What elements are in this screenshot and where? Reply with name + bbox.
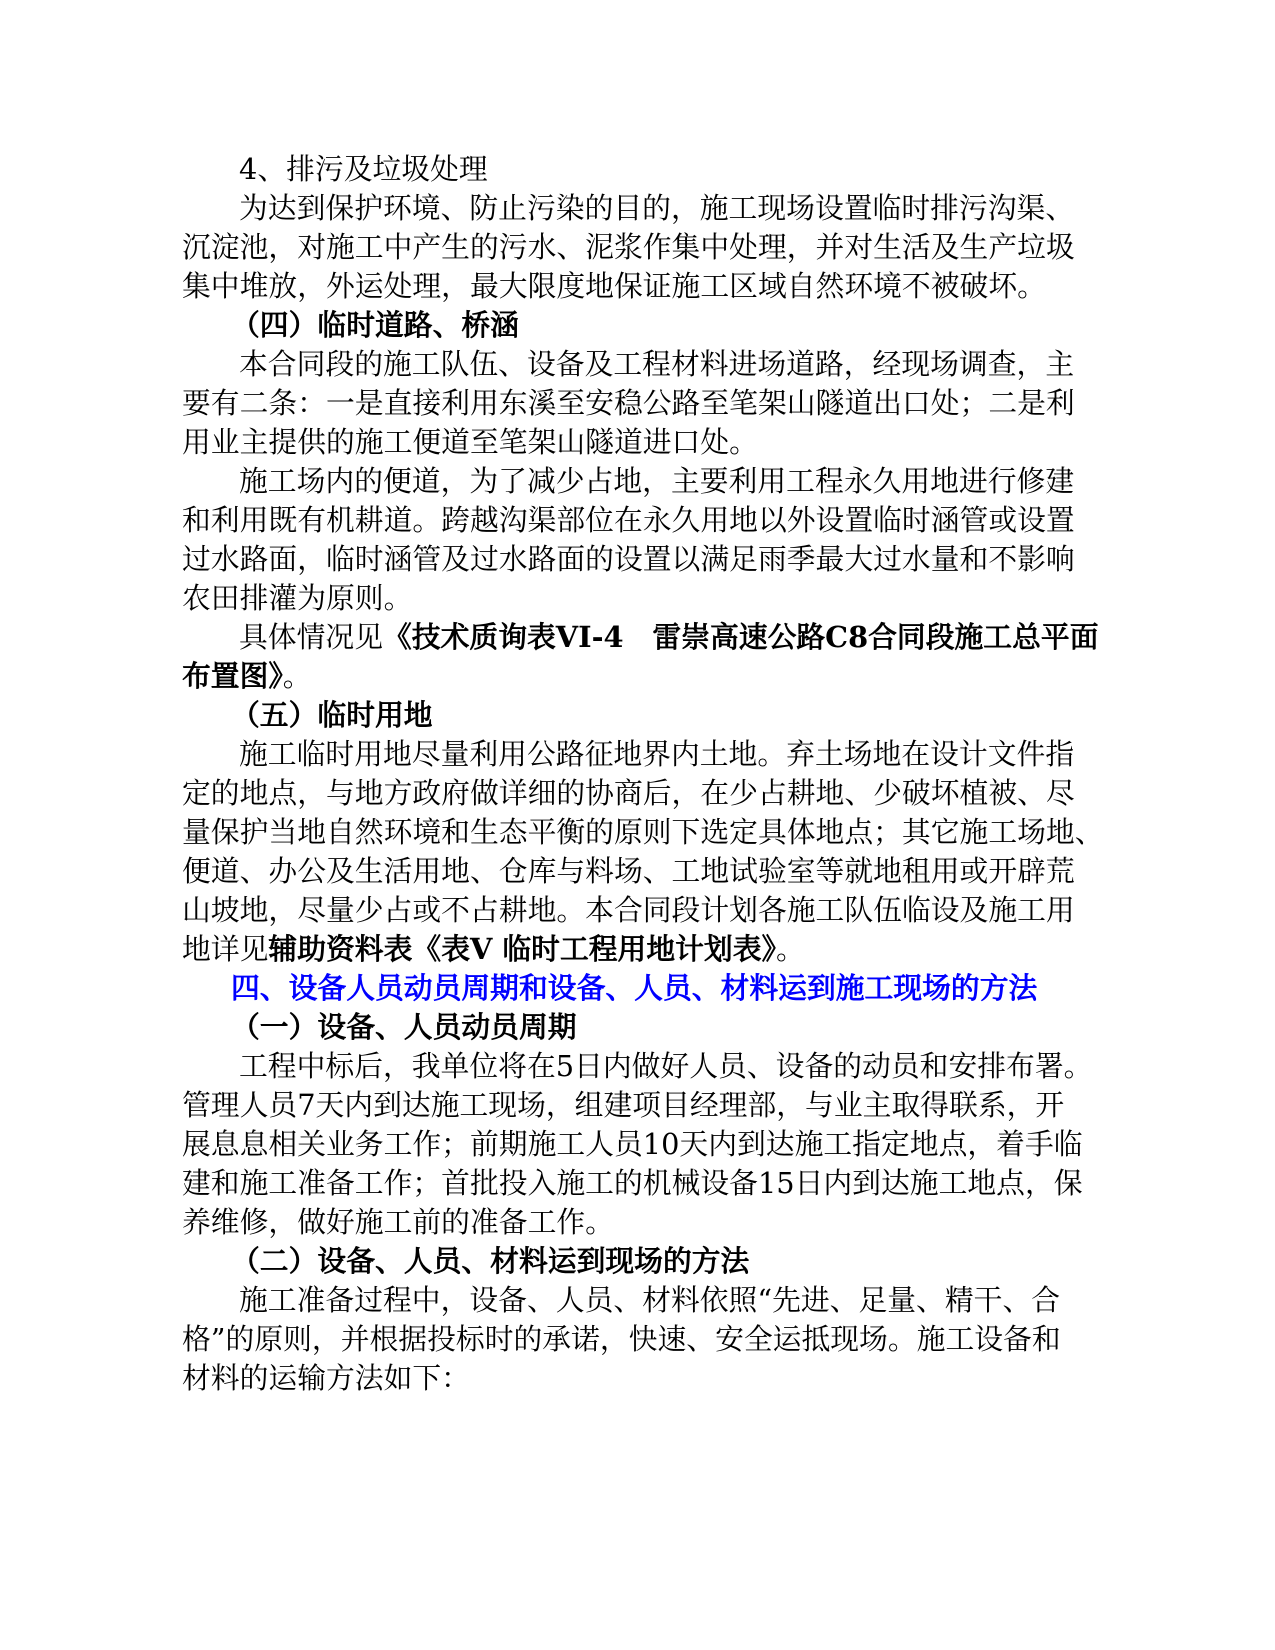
period-text: 。	[282, 659, 312, 693]
paragraph-line: 施工临时用地尽量利用公路征地界内土地。弃土场地在设计文件指	[239, 737, 1075, 771]
paragraph-line: 施工场内的便道，为了减少占地，主要利用工程永久用地进行修建	[239, 464, 1075, 498]
paragraph-line: 农田排灌为原则。	[182, 581, 413, 615]
paragraph-line: 要有二条：一是直接利用东溪至安稳公路至笔架山隧道出口处；二是利	[182, 386, 1075, 420]
section-heading-mobilization-period: （一）设备、人员动员周期	[231, 1010, 577, 1044]
document-body	[182, 150, 1104, 1398]
paragraph-line: 本合同段的施工队伍、设备及工程材料进场道路，经现场调查，主	[239, 347, 1075, 381]
paragraph-line: 量保护当地自然环境和生态平衡的原则下选定具体地点；其它施工场地、	[182, 815, 1104, 849]
paragraph-line: 山坡地，尽量少占或不占耕地。本合同段计划各施工队伍临设及施工用	[182, 893, 1075, 927]
paragraph-line: 材料的运输方法如下：	[182, 1361, 470, 1395]
reference-intro-text: 具体情况见	[239, 620, 383, 654]
subsection-heading-sewage: 4、排污及垃圾处理	[239, 152, 488, 186]
section-heading-temporary-land: （五）临时用地	[231, 698, 433, 732]
paragraph-line: 施工准备过程中，设备、人员、材料依照“先进、足量、精干、合	[239, 1283, 1061, 1317]
paragraph-line: 过水路面，临时涵管及过水路面的设置以满足雨季最大过水量和不影响	[182, 542, 1075, 576]
paragraph-line-reference-end	[182, 657, 1046, 696]
paragraph-line-land-reference	[182, 930, 1046, 969]
paragraph-line: 建和施工准备工作；首批投入施工的机械设备15日内到达施工地点，保	[182, 1166, 1083, 1200]
land-reference-title: 辅助资料表《表V 临时工程用地计划表》	[268, 932, 776, 966]
paragraph-line: 定的地点，与地方政府做详细的协商后，在少占耕地、少破坏植被、尽	[182, 776, 1075, 810]
paragraph-line: 集中堆放，外运处理，最大限度地保证施工区域自然环境不被破坏。	[182, 269, 1046, 303]
period-text: 。	[775, 932, 805, 966]
reference-document-title-end: 布置图》	[182, 659, 283, 693]
section-heading-transport-method: （二）设备、人员、材料运到现场的方法	[231, 1244, 750, 1278]
paragraph-line: 沉淀池，对施工中产生的污水、泥浆作集中处理，并对生活及生产垃圾	[182, 230, 1075, 264]
chapter-heading-mobilization: 四、设备人员动员周期和设备、人员、材料运到施工现场的方法	[231, 971, 1038, 1005]
paragraph-line: 管理人员7天内到达施工现场，组建项目经理部，与业主取得联系，开	[182, 1088, 1065, 1122]
paragraph-line: 展息息相关业务工作；前期施工人员10天内到达施工指定地点，着手临	[182, 1127, 1083, 1161]
paragraph-line: 和利用既有机耕道。跨越沟渠部位在永久用地以外设置临时涵管或设置	[182, 503, 1075, 537]
paragraph-line: 为达到保护环境、防止污染的目的，施工现场设置临时排污沟渠、	[239, 191, 1075, 225]
paragraph-line-reference	[182, 618, 1099, 657]
paragraph-line: 格”的原则，并根据投标时的承诺，快速、安全运抵现场。施工设备和	[182, 1322, 1061, 1356]
section-heading-temporary-roads: （四）临时道路、桥涵	[231, 308, 519, 342]
paragraph-line: 便道、办公及生活用地、仓库与料场、工地试验室等就地租用或开辟荒	[182, 854, 1075, 888]
reference-document-title: 《技术质询表VI-4 雷崇高速公路C8合同段施工总平面	[383, 620, 1099, 654]
paragraph-line: 工程中标后，我单位将在5日内做好人员、设备的动员和安排布署。	[239, 1049, 1093, 1083]
land-reference-intro: 地详见	[182, 932, 269, 966]
paragraph-line: 用业主提供的施工便道至笔架山隧道进口处。	[182, 425, 758, 459]
paragraph-line: 养维修，做好施工前的准备工作。	[182, 1205, 614, 1239]
